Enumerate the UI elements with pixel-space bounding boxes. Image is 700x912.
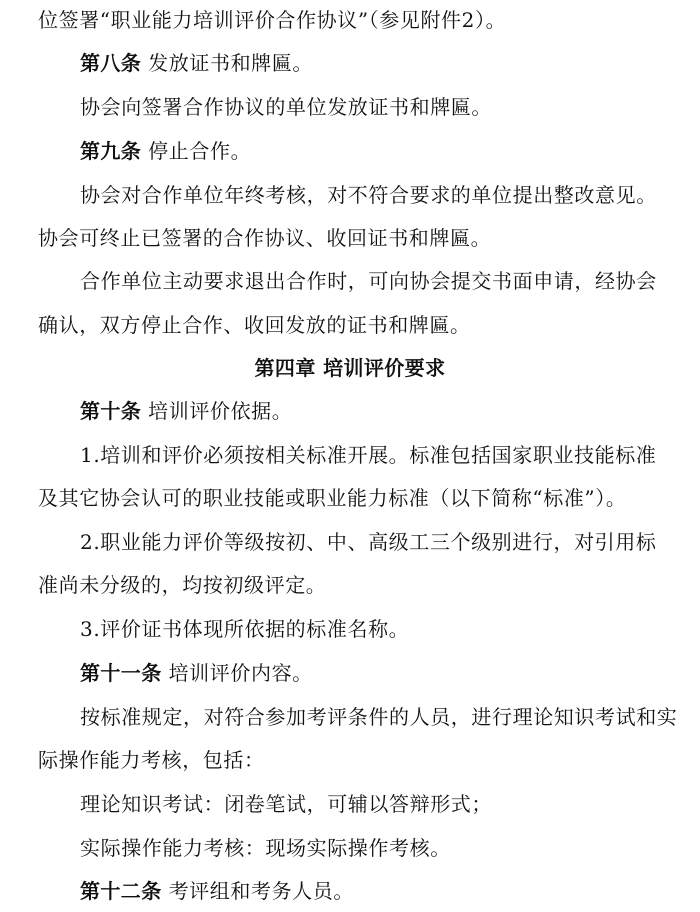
article-title: 培训评价内容。 (168, 661, 313, 685)
paragraph-line: 确认，双方停止合作、收回发放的证书和牌匾。 (38, 313, 471, 337)
article-11-heading (80, 659, 313, 687)
article-label: 第八条 (80, 51, 142, 75)
paragraph-line: 实际操作能力考核：现场实际操作考核。 (80, 836, 451, 860)
article-title: 考评组和考务人员。 (168, 879, 354, 903)
paragraph-line: 2.职业能力评价等级按初、中、高级工三个级别进行，对引用标 (80, 530, 657, 554)
paragraph-line: 1.培训和评价必须按相关标准开展。标准包括国家职业技能标准 (80, 443, 657, 467)
article-10-heading (80, 397, 292, 425)
paragraph-line: 协会可终止已签署的合作协议、收回证书和牌匾。 (38, 226, 492, 250)
article-label: 第九条 (80, 139, 142, 163)
paragraph-line: 协会对合作单位年终考核，对不符合要求的单位提出整改意见。 (80, 183, 657, 207)
paragraph-line: 3.评价证书体现所依据的标准名称。 (80, 617, 410, 641)
paragraph-line: 准尚未分级的，均按初级评定。 (38, 573, 327, 597)
article-title: 发放证书和牌匾。 (148, 51, 313, 75)
article-title: 培训评价依据。 (148, 399, 293, 423)
paragraph-line: 理论知识考试：闭卷笔试，可辅以答辩形式； (80, 792, 492, 816)
paragraph-line: 位签署“职业能力培训评价合作协议”（参见附件2）。 (38, 8, 507, 32)
article-12-heading (80, 877, 354, 905)
paragraph-line: 按标准规定，对符合参加考评条件的人员，进行理论知识考试和实 (80, 705, 678, 729)
article-label: 第十一条 (80, 661, 162, 685)
article-8-heading (80, 49, 313, 77)
article-title: 停止合作。 (148, 139, 252, 163)
chapter-heading: 第四章 培训评价要求 (254, 356, 446, 380)
article-label: 第十条 (80, 399, 142, 423)
paragraph-line: 合作单位主动要求退出合作时，可向协会提交书面申请，经协会 (80, 269, 657, 293)
paragraph-line: 协会向签署合作协议的单位发放证书和牌匾。 (80, 95, 492, 119)
paragraph-line: 际操作能力考核，包括： (38, 748, 265, 772)
paragraph-line: 及其它协会认可的职业技能或职业能力标准（以下简称“标准”）。 (38, 486, 627, 510)
article-label: 第十二条 (80, 879, 162, 903)
article-9-heading (80, 137, 251, 165)
